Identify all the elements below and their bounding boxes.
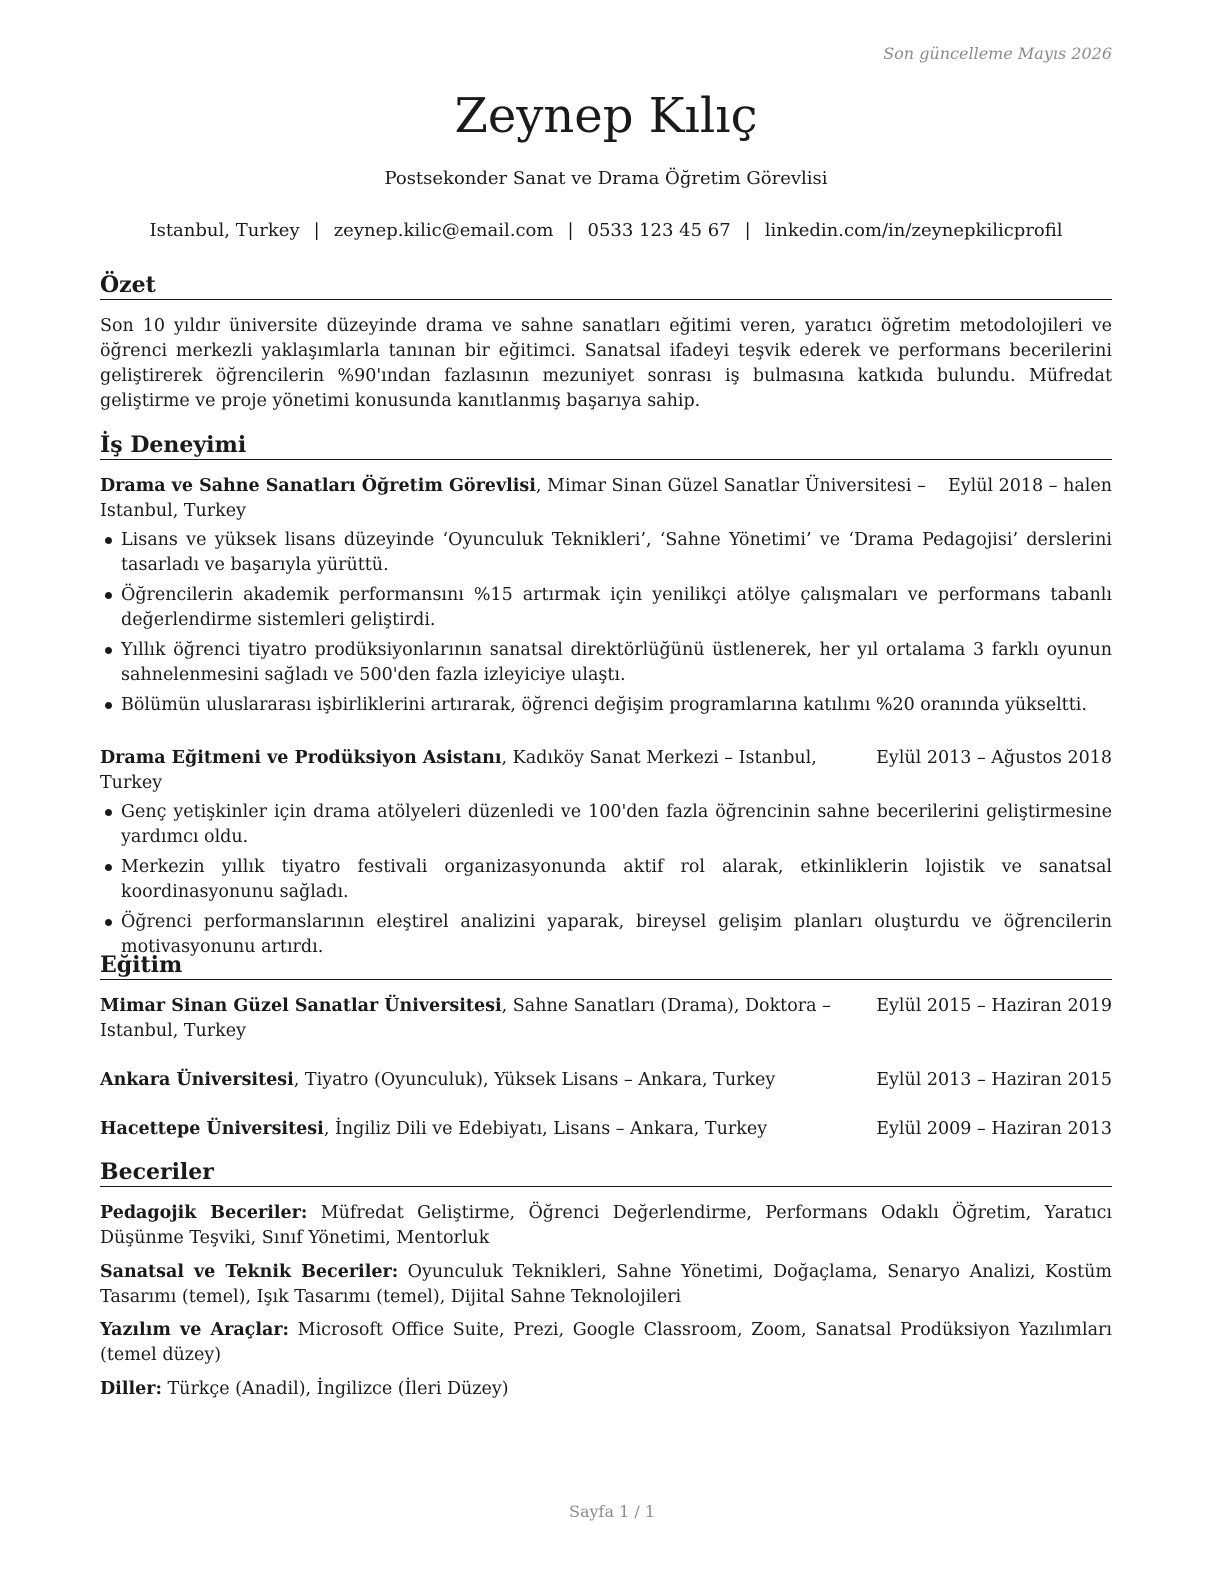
last-updated: Son güncelleme Mayıs 2026 (883, 44, 1112, 63)
education-details: , Sahne Sanatları (Drama), Doktora – Istanbul, Turkey (100, 996, 831, 1041)
education-school: Ankara Üniversitesi (100, 1070, 294, 1090)
job-bullets (100, 800, 1112, 960)
contact-location: Istanbul, Turkey (149, 220, 300, 241)
job-date: Eylül 2013 – Ağustos 2018 (876, 746, 1112, 771)
contact-separator: | (313, 220, 320, 241)
job-header (100, 746, 1112, 796)
page-number: Sayfa 1 / 1 (568, 1502, 655, 1521)
job-bullets (100, 528, 1112, 718)
job-date: Eylül 2018 – halen (948, 474, 1112, 499)
education-date: Eylül 2009 – Haziran 2013 (876, 1117, 1112, 1142)
education-entry (100, 1117, 1112, 1142)
skill-value: Türkçe (Anadil), İngilizce (İleri Düzey) (161, 1379, 509, 1399)
skill-group (100, 1260, 1112, 1310)
job-entry (100, 746, 1112, 965)
skill-group (100, 1377, 1112, 1402)
list-item: Bölümün uluslararası işbirliklerini artırarak, öğrenci değişim programlarına katılımı %20 oranında yükseltti. (100, 693, 1112, 718)
contact-email[interactable]: zeynep.kilic@email.com (333, 220, 554, 241)
skill-label: Diller: (100, 1379, 162, 1399)
contact-linkedin[interactable]: linkedin.com/in/zeynepkilicprofil (764, 220, 1063, 241)
candidate-name: Zeynep Kılıç (454, 88, 758, 144)
education-school: Mimar Sinan Güzel Sanatlar Üniversitesi (100, 996, 502, 1016)
skill-label: Yazılım ve Araçlar: (100, 1320, 289, 1340)
list-item: Merkezin yıllık tiyatro festivali organizasyonunda aktif rol alarak, etkinliklerin lojistik ve sanatsal koordinasyonunu sağladı. (100, 855, 1112, 905)
list-item: Yıllık öğrenci tiyatro prodüksiyonlarının sanatsal direktörlüğünü üstlenerek, her yıl ortalama 3 farklı oyunun sahnelenmesini sağladı ve 500'den fazla izleyiciye ulaştı. (100, 638, 1112, 688)
job-entry (100, 474, 1112, 723)
skill-group (100, 1318, 1112, 1368)
contact-phone: 0533 123 45 67 (587, 220, 731, 241)
list-item: Lisans ve yüksek lisans düzeyinde ‘Oyunculuk Teknikleri’, ‘Sahne Yönetimi’ ve ‘Drama Pedagojisi’ derslerini tasarladı ve başarıyla yürüttü. (100, 528, 1112, 578)
education-school: Hacettepe Üniversitesi (100, 1119, 324, 1139)
job-header (100, 474, 1112, 524)
section-title-experience: İş Deneyimi (100, 431, 1112, 460)
education-entry (100, 1068, 1112, 1093)
job-position: Drama ve Sahne Sanatları Öğretim Görevlisi (100, 476, 536, 496)
skill-value: Oyunculuk Teknikleri, Sahne Yönetimi, Doğaçlama, Senaryo Analizi, Kostüm Tasarımı (temel), Işık Tasarımı (temel), Dijital Sahne Teknolojileri (100, 1262, 1112, 1307)
skill-value: Müfredat Geliştirme, Öğrenci Değerlendirme, Performans Odaklı Öğretim, Yaratıcı Düşünme Teşviki, Sınıf Yönetimi, Mentorluk (100, 1203, 1112, 1248)
section-title-skills: Beceriler (100, 1158, 1112, 1187)
section-title-education: Eğitim (100, 951, 1112, 980)
list-item: Genç yetişkinler için drama atölyeleri düzenledi ve 100'den fazla öğrencinin sahne becerilerini geliştirmesine yardımcı oldu. (100, 800, 1112, 850)
skill-label: Pedagojik Beceriler: (100, 1203, 308, 1223)
education-entry (100, 994, 1112, 1044)
job-position: Drama Eğitmeni ve Prodüksiyon Asistanı (100, 748, 502, 768)
job-details: , Kadıköy Sanat Merkezi – Istanbul, Turkey (100, 748, 817, 793)
contact-line (100, 219, 1112, 243)
skill-label: Sanatsal ve Teknik Beceriler: (100, 1262, 399, 1282)
skill-group (100, 1201, 1112, 1251)
education-date: Eylül 2015 – Haziran 2019 (876, 994, 1112, 1019)
summary-text: Son 10 yıldır üniversite düzeyinde drama ve sahne sanatları eğitimi veren, yaratıcı öğretim metodolojileri ve öğrenci merkezli yaklaşımlarla tanınan bir eğitimci. Sanatsal ifadeyi teşvik ederek ve performans becerilerini geliştirerek öğrencilerin %90'ından fazlasının mezuniyet sonrası iş bulmasına katkıda bulundu. Müfredat geliştirme ve proje yönetimi konusunda kanıtlanmış başarıya sahip. (100, 316, 1112, 411)
list-item: Öğrenci performanslarının eleştirel analizini yaparak, bireysel gelişim planları oluşturdu ve öğrencilerin motivasyonunu artırdı. (100, 910, 1112, 960)
skill-value: Microsoft Office Suite, Prezi, Google Classroom, Zoom, Sanatsal Prodüksiyon Yazılımları (temel düzey) (100, 1320, 1112, 1365)
education-details: , İngiliz Dili ve Edebiyatı, Lisans – Ankara, Turkey (323, 1119, 768, 1139)
list-item: Öğrencilerin akademik performansını %15 artırmak için yenilikçi atölye çalışmaları ve performans tabanlı değerlendirme sistemleri geliştirdi. (100, 583, 1112, 633)
education-details: , Tiyatro (Oyunculuk), Yüksek Lisans – Ankara, Turkey (293, 1070, 776, 1090)
contact-separator: | (567, 220, 574, 241)
education-date: Eylül 2013 – Haziran 2015 (876, 1068, 1112, 1093)
candidate-role: Postsekonder Sanat ve Drama Öğretim Görevlisi (384, 168, 828, 189)
job-details: , Mimar Sinan Güzel Sanatlar Üniversitesi – Istanbul, Turkey (100, 476, 926, 521)
section-title-summary: Özet (100, 271, 1112, 300)
contact-separator: | (744, 220, 751, 241)
